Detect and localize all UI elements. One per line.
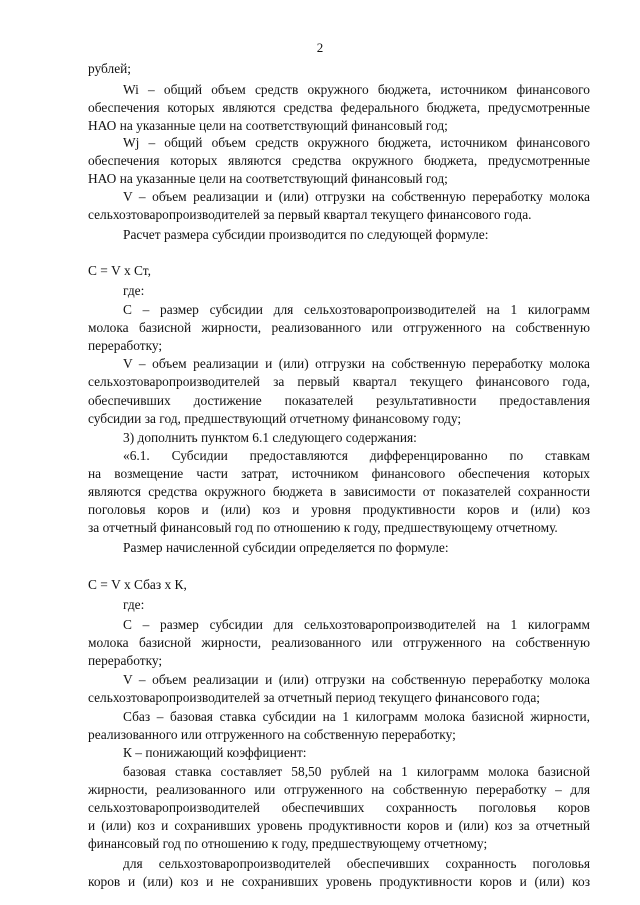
text-line: сельхозтоваропроизводителей за первый квартал текущего финансового года. [88, 207, 532, 222]
text-line: где: [123, 283, 145, 298]
text-line: сельхозтоваропроизводителей за отчетный период текущего финансового года; [88, 690, 541, 705]
text-line: сельхозтоваропроизводителей обеспечивших сохранность поголовья коров [88, 800, 590, 815]
text-line: Wi – общий объем средств окружного бюджета, источником финансового [123, 82, 590, 97]
text-line: V – объем реализации и (или) отгрузки на собственную переработку молока [123, 189, 590, 204]
text-line: базовая ставка составляет 58,50 рублей на 1 килограмм молока базисной [123, 764, 590, 779]
text-line: «6.1. Субсидии предоставляются дифференцированно по ставкам [123, 448, 590, 463]
text-line: обеспечения которых являются средства окружного бюджета, предусмотренные [88, 153, 590, 168]
text-line: обеспечивших достижение показателей результативности предоставления [88, 393, 590, 408]
text-line: Сбаз – базовая ставка субсидии на 1 килограмм молока базисной жирности, [123, 709, 590, 724]
page-number: 2 [316, 40, 324, 55]
text-line: и (или) коз и сохранивших уровень продуктивности коров и (или) коз за отчетный [88, 818, 590, 833]
text-line: жирности, реализованного или отгруженного на собственную переработку – для [88, 782, 590, 797]
text-line: Wj – общий объем средств окружного бюджета, источником финансового [123, 135, 590, 150]
text-line: на возмещение части затрат, источником финансового обеспечения которых [88, 466, 590, 481]
text-line: реализованного или отгруженного на собственную переработку; [88, 727, 456, 742]
text-line: Размер начисленной субсидии определяется по формуле: [123, 540, 449, 555]
text-line: коров и (или) коз и не сохранивших уровень продуктивности коров и (или) коз [88, 874, 590, 889]
text-line: за отчетный финансовый год по отношению к году, предшествующему отчетному. [88, 520, 558, 535]
text-line: молока базисной жирности, реализованного или отгруженного на собственную [88, 320, 590, 335]
text-line: С – размер субсидии для сельхозтоваропроизводителей на 1 килограмм [123, 617, 590, 632]
text-line: С = V х Сбаз х К, [88, 577, 187, 592]
text-line: сельхозтоваропроизводителей за первый квартал текущего финансового года, [88, 374, 590, 389]
text-line: молока базисной жирности, реализованного или отгруженного на собственную [88, 635, 590, 650]
text-line: переработку; [88, 338, 163, 353]
text-line: НАО на указанные цели на соответствующий финансовый год; [88, 118, 448, 133]
text-line: поголовья коров и (или) коз и уровня продуктивности коров и (или) коз [88, 502, 590, 517]
text-line: где: [123, 597, 145, 612]
text-line: С – размер субсидии для сельхозтоваропроизводителей на 1 килограмм [123, 302, 590, 317]
text-line: являются средства окружного бюджета в зависимости от показателей сохранности [88, 484, 590, 499]
text-line: V – объем реализации и (или) отгрузки на собственную переработку молока [123, 356, 590, 371]
text-line: К – понижающий коэффициент: [123, 745, 307, 760]
text-line: субсидии за год, предшествующий отчетному финансовому году; [88, 411, 462, 426]
text-line: для сельхозтоваропроизводителей обеспечивших сохранность поголовья [123, 856, 590, 871]
text-line: 3) дополнить пунктом 6.1 следующего содержания: [123, 430, 417, 445]
text-line: V – объем реализации и (или) отгрузки на собственную переработку молока [123, 672, 590, 687]
text-line: рублей; [88, 61, 132, 76]
text-line: обеспечения которых являются средства федерального бюджета, предусмотренные [88, 100, 590, 115]
text-line: НАО на указанные цели на соответствующий финансовый год; [88, 171, 448, 186]
text-line: финансовый год по отношению к году, предшествующему отчетному; [88, 836, 488, 851]
text-line: С = V х Ст, [88, 263, 151, 278]
text-line: Расчет размера субсидии производится по следующей формуле: [123, 227, 489, 242]
text-line: переработку; [88, 653, 163, 668]
